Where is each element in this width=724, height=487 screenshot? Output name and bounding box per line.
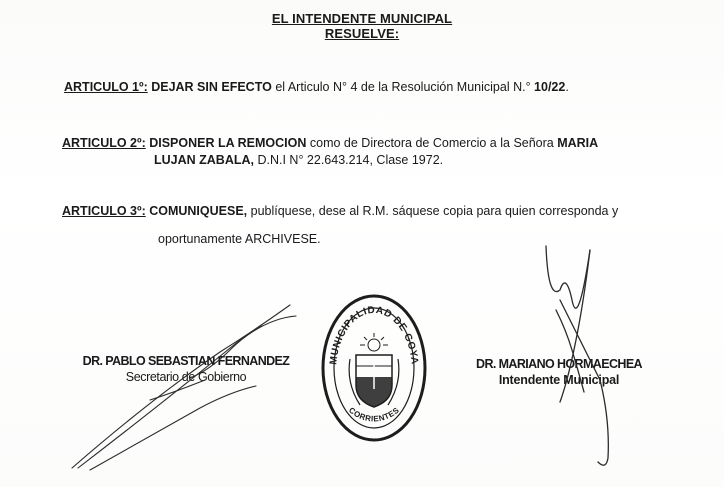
intendente-title: Intendente Municipal xyxy=(498,373,620,387)
heading-intendente: EL INTENDENTE MUNICIPAL xyxy=(271,11,453,26)
article-2-name-last: LUJAN ZABALA, xyxy=(154,153,254,167)
intendente-name: DR. MARIANO HORMAECHEA xyxy=(476,357,642,371)
intendente-signature xyxy=(546,246,608,465)
signature-block-intendente xyxy=(466,357,652,387)
article-2-name-first: MARIA xyxy=(557,136,599,150)
article-2-text-2: D.N.I N° 22.643.214, Clase 1972. xyxy=(254,153,444,167)
article-2-lead: DISPONER LA REMOCION xyxy=(149,136,307,150)
secretary-name: DR. PABLO SEBASTIAN FERNANDEZ xyxy=(82,354,290,368)
coat-of-arms-icon xyxy=(349,355,399,407)
article-3-continuation: oportunamente ARCHIVESE. xyxy=(158,232,321,246)
seal-top-text: MUNICIPALIDAD DE GOYA xyxy=(328,304,420,366)
article-2-continuation xyxy=(154,152,443,169)
secretary-title: Secretario de Gobierno xyxy=(125,370,247,384)
article-1-end: . xyxy=(565,80,569,94)
municipal-seal xyxy=(320,293,428,443)
article-1-text: el Articulo N° 4 de la Resolución Municipal N.° xyxy=(271,80,535,94)
article-3-label: ARTICULO 3º: xyxy=(62,204,146,218)
article-1-resolution-number: 10/22 xyxy=(534,80,566,94)
signature-block-secretary xyxy=(72,354,300,384)
article-1-label: ARTICULO 1º: xyxy=(64,80,148,94)
seal-bottom-text: CORRIENTES xyxy=(346,405,402,424)
article-2 xyxy=(62,135,598,152)
article-1 xyxy=(64,79,569,96)
article-3-text: publíquese, dese al R.M. sáquese copia para quien corresponda y xyxy=(247,204,619,218)
article-1-lead: DEJAR SIN EFECTO xyxy=(151,80,272,94)
article-2-label: ARTICULO 2º: xyxy=(62,136,146,150)
secretary-signature xyxy=(72,305,296,470)
heading-resuelve: RESUELVE: xyxy=(324,26,400,41)
article-3-lead: COMUNIQUESE, xyxy=(149,204,248,218)
article-3 xyxy=(62,203,618,220)
article-2-text: como de Directora de Comercio a la Señora xyxy=(306,136,558,150)
sun-icon xyxy=(360,333,388,351)
